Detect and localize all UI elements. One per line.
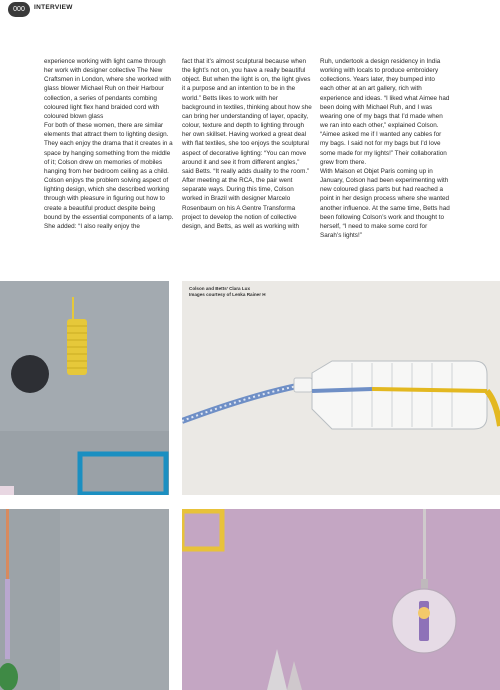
photo-clara-lux-illustration — [182, 281, 500, 495]
paragraph: For both of these women, there are similar elements that attract them to lighting design. They each enjoy the drama that it creates in a space by hanging something from the middle of it; Colson drew on memories of mobiles hanging from her bedroom ceiling as a child. Colson enjoys the problem solving aspect of lighting design, which she described working through with pleasure in figuring out how to create a beautiful product despite being bound by the essential components of a lamp. She added: “I also really enjoy the — [44, 122, 174, 230]
section-label: INTERVIEW — [34, 4, 73, 11]
paragraph: Ruh, undertook a design residency in India working with locals to produce embroidery collections. Years later, they bumped into each other at an art gallery, rich with experience and ideas. “I liked what Aimee had been doing with Michael Ruh, and I was wearing one of my bags that I’d made when we ran into each other,” explained Colson. “Aimee asked me if I wanted any cables for my bags. I said not for my bags but I’d love some made for my lights!” Their collaboration grew from there. — [320, 58, 450, 166]
photo-spool-wall — [0, 281, 169, 495]
photo-bulb-pendant — [182, 509, 500, 690]
photo-bulb-pendant-illustration — [182, 509, 500, 690]
caption-title: Colson and Betts’ Clara Lux — [189, 286, 251, 291]
article-column-2 — [182, 57, 312, 231]
paragraph: With Maison et Objet Paris coming up in January, Colson had been experimenting with new coloured glass parts but had reached a point in her design process where she wanted another influence. At the same time, Betts had been following Colson’s work and thought to herself, “I need to make some cord for Sarah’s lights!” — [320, 167, 450, 239]
paragraph: experience working with light came through her work with designer collective The New Craftsmen in London, where she worked with glass blower Michael Ruh on their Harbour collection, a series of pendants combing coloured light flex hand braided cord with coloured blown glass — [44, 58, 171, 120]
caption-credit: Images courtesy of Lenka Rainer H — [189, 292, 266, 297]
article-column-1 — [44, 57, 174, 231]
photo-caption — [189, 286, 266, 298]
paragraph: fact that it’s almost sculptural because when the light’s not on, you have a really beautiful object. But when the light is on, the light gives it a purpose and an intention to be in the world.” Betts likes to work with her background in textiles, thinking about how she can bring her understanding of layer, opacity, colour, texture and depth to lighting through her own skillset. Having worked a great deal with flat textiles, she too enjoys the sculptural aspect of decorative lighting: “You can move around it and see it from different angles,” said Betts. “It really adds duality to the room.” After meeting at the RCA, the pair went separate ways. During this time, Colson worked in Brazil with designer Marcelo Rosenbaum on his A Gentre Transforma project to develop the notion of collective design, and Betts, as well as working with — [182, 58, 312, 230]
photo-hanging-cord-illustration — [0, 509, 169, 690]
page-number-badge: 000 — [8, 2, 30, 17]
article-column-3 — [320, 57, 450, 240]
photo-spool-wall-illustration — [0, 281, 169, 495]
photo-hanging-cord — [0, 509, 169, 690]
photo-clara-lux — [182, 281, 500, 495]
